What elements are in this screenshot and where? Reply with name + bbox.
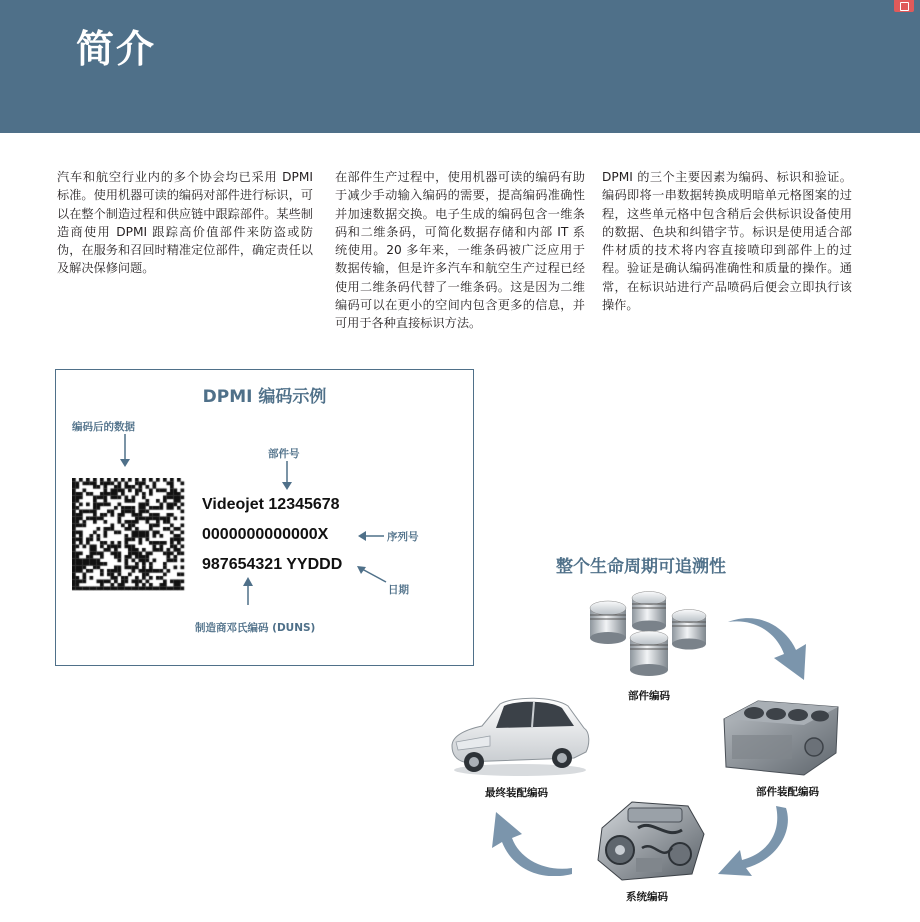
engine-system-image bbox=[592, 788, 710, 886]
code-line-serial: 0000000000000X bbox=[202, 526, 329, 543]
part-number-arrow-icon bbox=[281, 461, 293, 491]
dpmi-title: DPMI 编码示例 bbox=[202, 387, 327, 407]
encoded-data-arrow-icon bbox=[119, 434, 131, 468]
intro-column-2: 在部件生产过程中，使用机器可读的编码有助于减少手动输入编码的需要，提高编码准确性并加速数据交换。电子生成的编码包含一维条码和二维条码，可简化数据存储和内部 IT 系统使用。20 多年来，一维条码被广泛应用于数据传输，但是许多汽车和航空生产过程已经使用二维条码代替了一维条码。这是因为二维编码可以在更小的空间内包含更多的信息，并可用于各种直接标识方法。 bbox=[335, 170, 585, 331]
serial-arrow-icon bbox=[358, 530, 384, 542]
datamatrix-code bbox=[72, 478, 187, 591]
duns-arrow-icon bbox=[242, 577, 254, 605]
code-line-part: Videojet 12345678 bbox=[202, 496, 340, 513]
final-assembly-caption: 最终装配编码 bbox=[485, 787, 548, 799]
system-coding-caption: 系统编码 bbox=[626, 891, 668, 903]
date-arrow-icon bbox=[356, 566, 390, 586]
arrow-parts-to-assembly-icon bbox=[726, 614, 810, 684]
part-number-label: 部件号 bbox=[268, 448, 300, 460]
car-image bbox=[444, 688, 592, 778]
engine-block-image bbox=[718, 695, 844, 781]
encoded-data-label: 编码后的数据 bbox=[72, 421, 135, 433]
header-banner bbox=[0, 0, 920, 133]
date-label: 日期 bbox=[388, 584, 409, 596]
duns-label: 制造商邓氏编码 (DUNS) bbox=[195, 622, 316, 634]
intro-column-3: DPMI 的三个主要因素为编码、标识和验证。编码即将一串数据转换成明暗单元格图案的过程，这些单元格中包含稍后会供标识设备使用的数据、色块和纠错字节。标识是使用适合部件材质的技术将内容直接喷印到部件上的过程。验证是确认编码准确性和质量的操作。通常，在标识站进行产品喷码后便会立即执行该操作。 bbox=[602, 170, 852, 313]
bookmark-icon[interactable] bbox=[894, 0, 914, 12]
page-title: 简介 bbox=[76, 27, 157, 71]
lifecycle-title: 整个生命周期可追溯性 bbox=[556, 557, 726, 577]
pistons-image bbox=[582, 588, 718, 684]
part-coding-caption: 部件编码 bbox=[628, 690, 670, 702]
arrow-assembly-to-system-icon bbox=[716, 804, 794, 878]
serial-number-label: 序列号 bbox=[387, 531, 419, 543]
intro-column-1: 汽车和航空行业内的多个协会均已采用 DPMI 标准。使用机器可读的编码对部件进行标识，可以在整个制造过程和供应链中跟踪部件。某些制造商使用 DPMI 跟踪高价值部件来防盗或防伪，在服务和召回时精准定位部件，确定责任以及解决保修问题。 bbox=[57, 170, 313, 276]
arrow-system-to-final-icon bbox=[490, 810, 574, 876]
code-line-duns-date: 987654321 YYDDD bbox=[202, 556, 343, 573]
dpmi-example-box bbox=[55, 369, 474, 666]
assembly-coding-caption: 部件装配编码 bbox=[756, 786, 819, 798]
